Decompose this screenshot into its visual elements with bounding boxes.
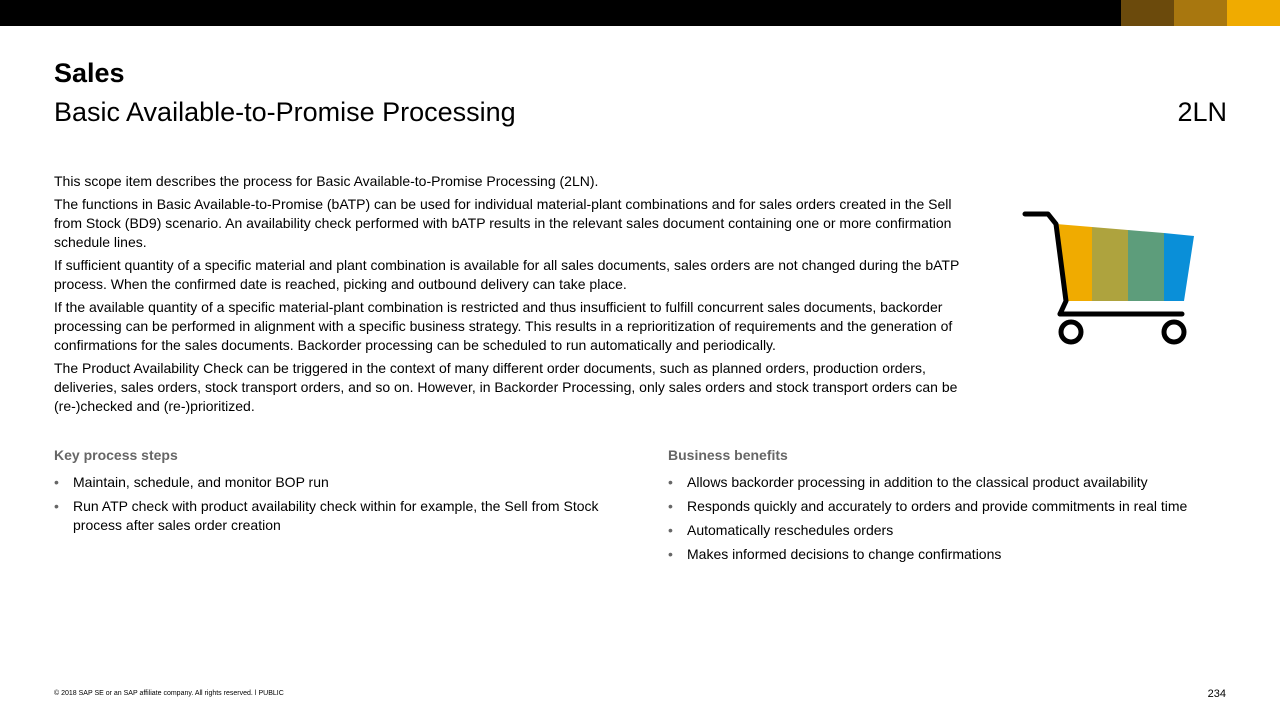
cart-stripe-green [1128,230,1164,301]
bullet-icon: • [54,474,59,490]
list-item: • Maintain, schedule, and monitor BOP run [54,474,329,490]
cart-wheel-right [1164,322,1184,342]
intro-paragraph: This scope item describes the process for Basic Available-to-Promise Processing (2LN). [54,173,599,189]
shopping-cart-icon [1022,206,1202,351]
bullet-icon: • [668,522,673,538]
copyright-footer: © 2018 SAP SE or an SAP affiliate company. All rights reserved. ǀ PUBLIC [54,690,284,697]
bullet-icon: • [668,546,673,562]
top-bar [0,0,1280,26]
key-steps-heading: Key process steps [54,447,178,463]
intro-text [54,172,979,420]
list-item: • Makes informed decisions to change confirmations [668,546,1002,562]
page-number: 234 [1207,688,1226,700]
list-item: • Automatically reschedules orders [668,522,894,538]
bullet-icon: • [668,474,673,490]
bullet-icon: • [54,498,59,514]
key-process-steps [54,446,614,540]
cart-stripe-blue [1164,233,1194,301]
business-benefits [668,446,1238,569]
cart-stripe-olive [1092,227,1128,301]
cart-wheel-left [1061,322,1081,342]
page-title: Sales [54,58,125,88]
list-item: • Run ATP check with product availability check within for example, the Sell from Stock process after sales order creation [54,498,599,533]
accent-block-dark [1121,0,1174,26]
intro-paragraph: If the available quantity of a specific material-plant combination is restricted and thus insufficient to fulfill concurrent sales documents, backorder processing can be performed in alignment with a specific business strategy. This results in a reprioritization of requirements and the generation of confirmations for the sales documents. Backorder processing can be scheduled to run automatically and periodically. [54,299,953,353]
accent-block-mid [1174,0,1227,26]
list-item: • Responds quickly and accurately to orders and provide commitments in real time [668,498,1188,514]
scope-item-code: 2LN [1177,97,1227,127]
intro-paragraph: The functions in Basic Available-to-Promise (bATP) can be used for individual material-plant combinations and for sales orders created in the Sell from Stock (BD9) scenario. An availability check performed with bATP results in the relevant sales document containing one or more confirmation schedule lines. [54,196,952,250]
page-subtitle: Basic Available-to-Promise Processing [54,97,516,127]
benefits-heading: Business benefits [668,447,788,463]
intro-paragraph: The Product Availability Check can be triggered in the context of many different order documents, such as planned orders, production orders, deliveries, sales orders, stock transport orders, and so on. However, in Backorder Processing, only sales orders and stock transport orders can be (re-)checked and (re-)prioritized. [54,360,958,414]
list-item: • Allows backorder processing in addition to the classical product availability [668,474,1148,490]
accent-block-light [1227,0,1280,26]
intro-paragraph: If sufficient quantity of a specific material and plant combination is available for all sales documents, sales orders are not changed during the bATP process. When the confirmed date is reached, picking and outbound delivery can take place. [54,257,960,292]
bullet-icon: • [668,498,673,514]
